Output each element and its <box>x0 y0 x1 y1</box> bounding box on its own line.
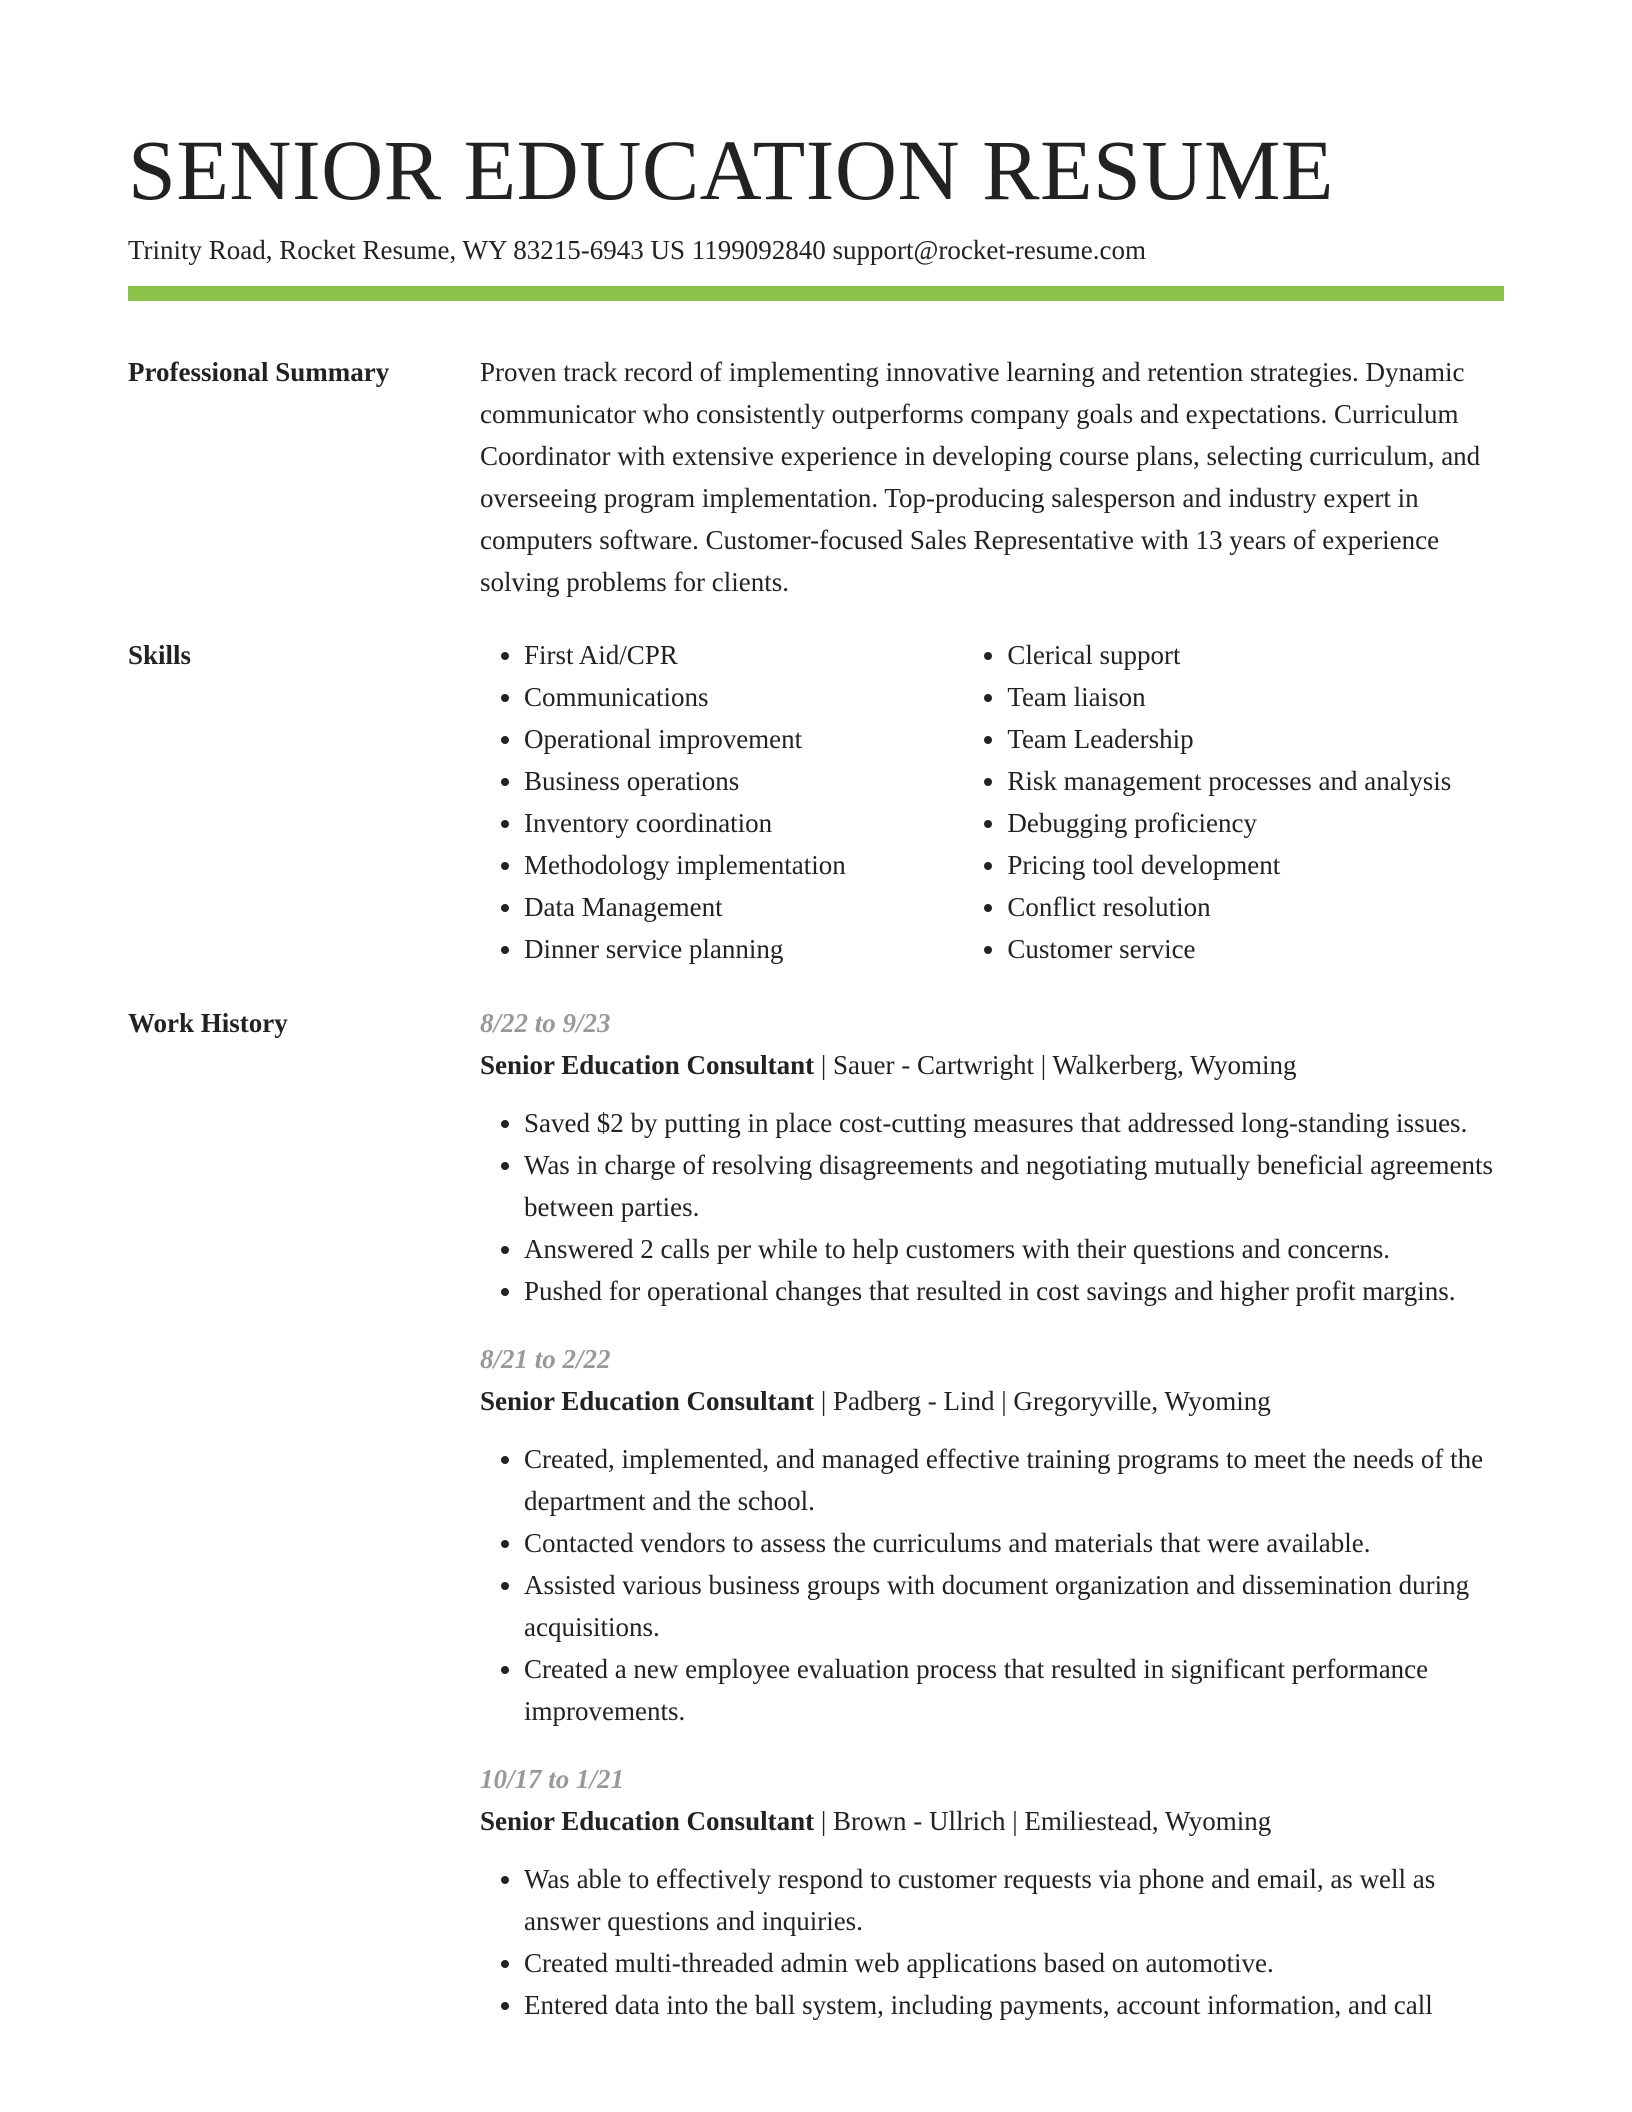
job-bullet: • Was able to effectively respond to customer requests via phone and email, as well as answer questions and inquiries. <box>524 1858 1504 1942</box>
skill-item: • Business operations <box>524 760 963 802</box>
skills-list-left <box>480 634 963 970</box>
skill-item: • Operational improvement <box>524 718 963 760</box>
job-entry <box>480 1338 1504 1732</box>
skills-columns <box>480 634 1504 970</box>
job-title-line <box>480 1380 1504 1422</box>
skill-item: • Team liaison <box>1007 676 1504 718</box>
job-bullet: • Created multi-threaded admin web applications based on automotive. <box>524 1942 1504 1984</box>
resume-title: SENIOR EDUCATION RESUME <box>128 122 1334 218</box>
job-entry <box>480 1002 1504 1312</box>
job-bullet: • Entered data into the ball system, including payments, account information, and call <box>524 1984 1504 2026</box>
skill-item: • Debugging proficiency <box>1007 802 1504 844</box>
skill-item: • Data Management <box>524 886 963 928</box>
job-title-line <box>480 1800 1504 1842</box>
job-title: Senior Education Consultant <box>480 1806 815 1836</box>
job-details: | Padberg - Lind | Gregoryville, Wyoming <box>814 1386 1271 1416</box>
job-bullet: • Was in charge of resolving disagreements and negotiating mutually beneficial agreements between parties. <box>524 1144 1504 1228</box>
work-history-heading: Work History <box>128 1008 288 1038</box>
job-title-line <box>480 1044 1504 1086</box>
skill-item: • Team Leadership <box>1007 718 1504 760</box>
job-bullet: • Saved $2 by putting in place cost-cutting measures that addressed long-standing issues. <box>524 1102 1504 1144</box>
summary-heading: Professional Summary <box>128 357 390 387</box>
skills-list-right <box>963 634 1504 970</box>
job-bullets <box>480 1438 1504 1732</box>
skill-item: • Communications <box>524 676 963 718</box>
job-date: 8/21 to 2/22 <box>480 1344 611 1374</box>
skill-item: • Clerical support <box>1007 634 1504 676</box>
contact-line: Trinity Road, Rocket Resume, WY 83215-6943 US 1199092840 support@rocket-resume.com <box>128 235 1147 265</box>
job-title: Senior Education Consultant <box>480 1050 815 1080</box>
header-divider <box>128 286 1504 301</box>
job-date: 10/17 to 1/21 <box>480 1764 625 1794</box>
job-entry <box>480 1758 1504 2026</box>
job-bullet: • Contacted vendors to assess the curriculums and materials that were available. <box>524 1522 1504 1564</box>
job-bullet: • Assisted various business groups with document organization and dissemination during acquisitions. <box>524 1564 1504 1648</box>
job-details: | Brown - Ullrich | Emiliestead, Wyoming <box>814 1806 1272 1836</box>
skill-item: • Conflict resolution <box>1007 886 1504 928</box>
job-bullet: • Pushed for operational changes that resulted in cost savings and higher profit margins. <box>524 1270 1504 1312</box>
skill-item: • Dinner service planning <box>524 928 963 970</box>
skill-item: • Risk management processes and analysis <box>1007 760 1504 802</box>
skill-item: • Methodology implementation <box>524 844 963 886</box>
skill-item: • First Aid/CPR <box>524 634 963 676</box>
skills-body <box>480 634 1504 970</box>
job-title: Senior Education Consultant <box>480 1386 815 1416</box>
summary-text: Proven track record of implementing innovative learning and retention strategies. Dynamic communicator who consistently outperforms company goals and expectations. Curriculum Coordinator with extensive experience in developing course plans, selecting curriculum, and overseeing program implementation. Top-producing salesperson and industry expert in computers software. Customer-focused Sales Representative with 13 years of experience solving problems for clients. <box>480 357 1481 597</box>
job-bullet: • Created, implemented, and managed effective training programs to meet the needs of the department and the school. <box>524 1438 1504 1522</box>
job-bullets <box>480 1102 1504 1312</box>
skill-item: • Pricing tool development <box>1007 844 1504 886</box>
job-date: 8/22 to 9/23 <box>480 1008 611 1038</box>
skill-item: • Inventory coordination <box>524 802 963 844</box>
job-bullet: • Answered 2 calls per while to help customers with their questions and concerns. <box>524 1228 1504 1270</box>
job-bullet: • Created a new employee evaluation process that resulted in significant performance improvements. <box>524 1648 1504 1732</box>
skills-heading: Skills <box>128 640 192 670</box>
job-bullets <box>480 1858 1504 2026</box>
skill-item: • Customer service <box>1007 928 1504 970</box>
summary-body <box>480 351 1504 603</box>
job-details: | Sauer - Cartwright | Walkerberg, Wyoming <box>814 1050 1297 1080</box>
work-history-body <box>480 1002 1504 2052</box>
